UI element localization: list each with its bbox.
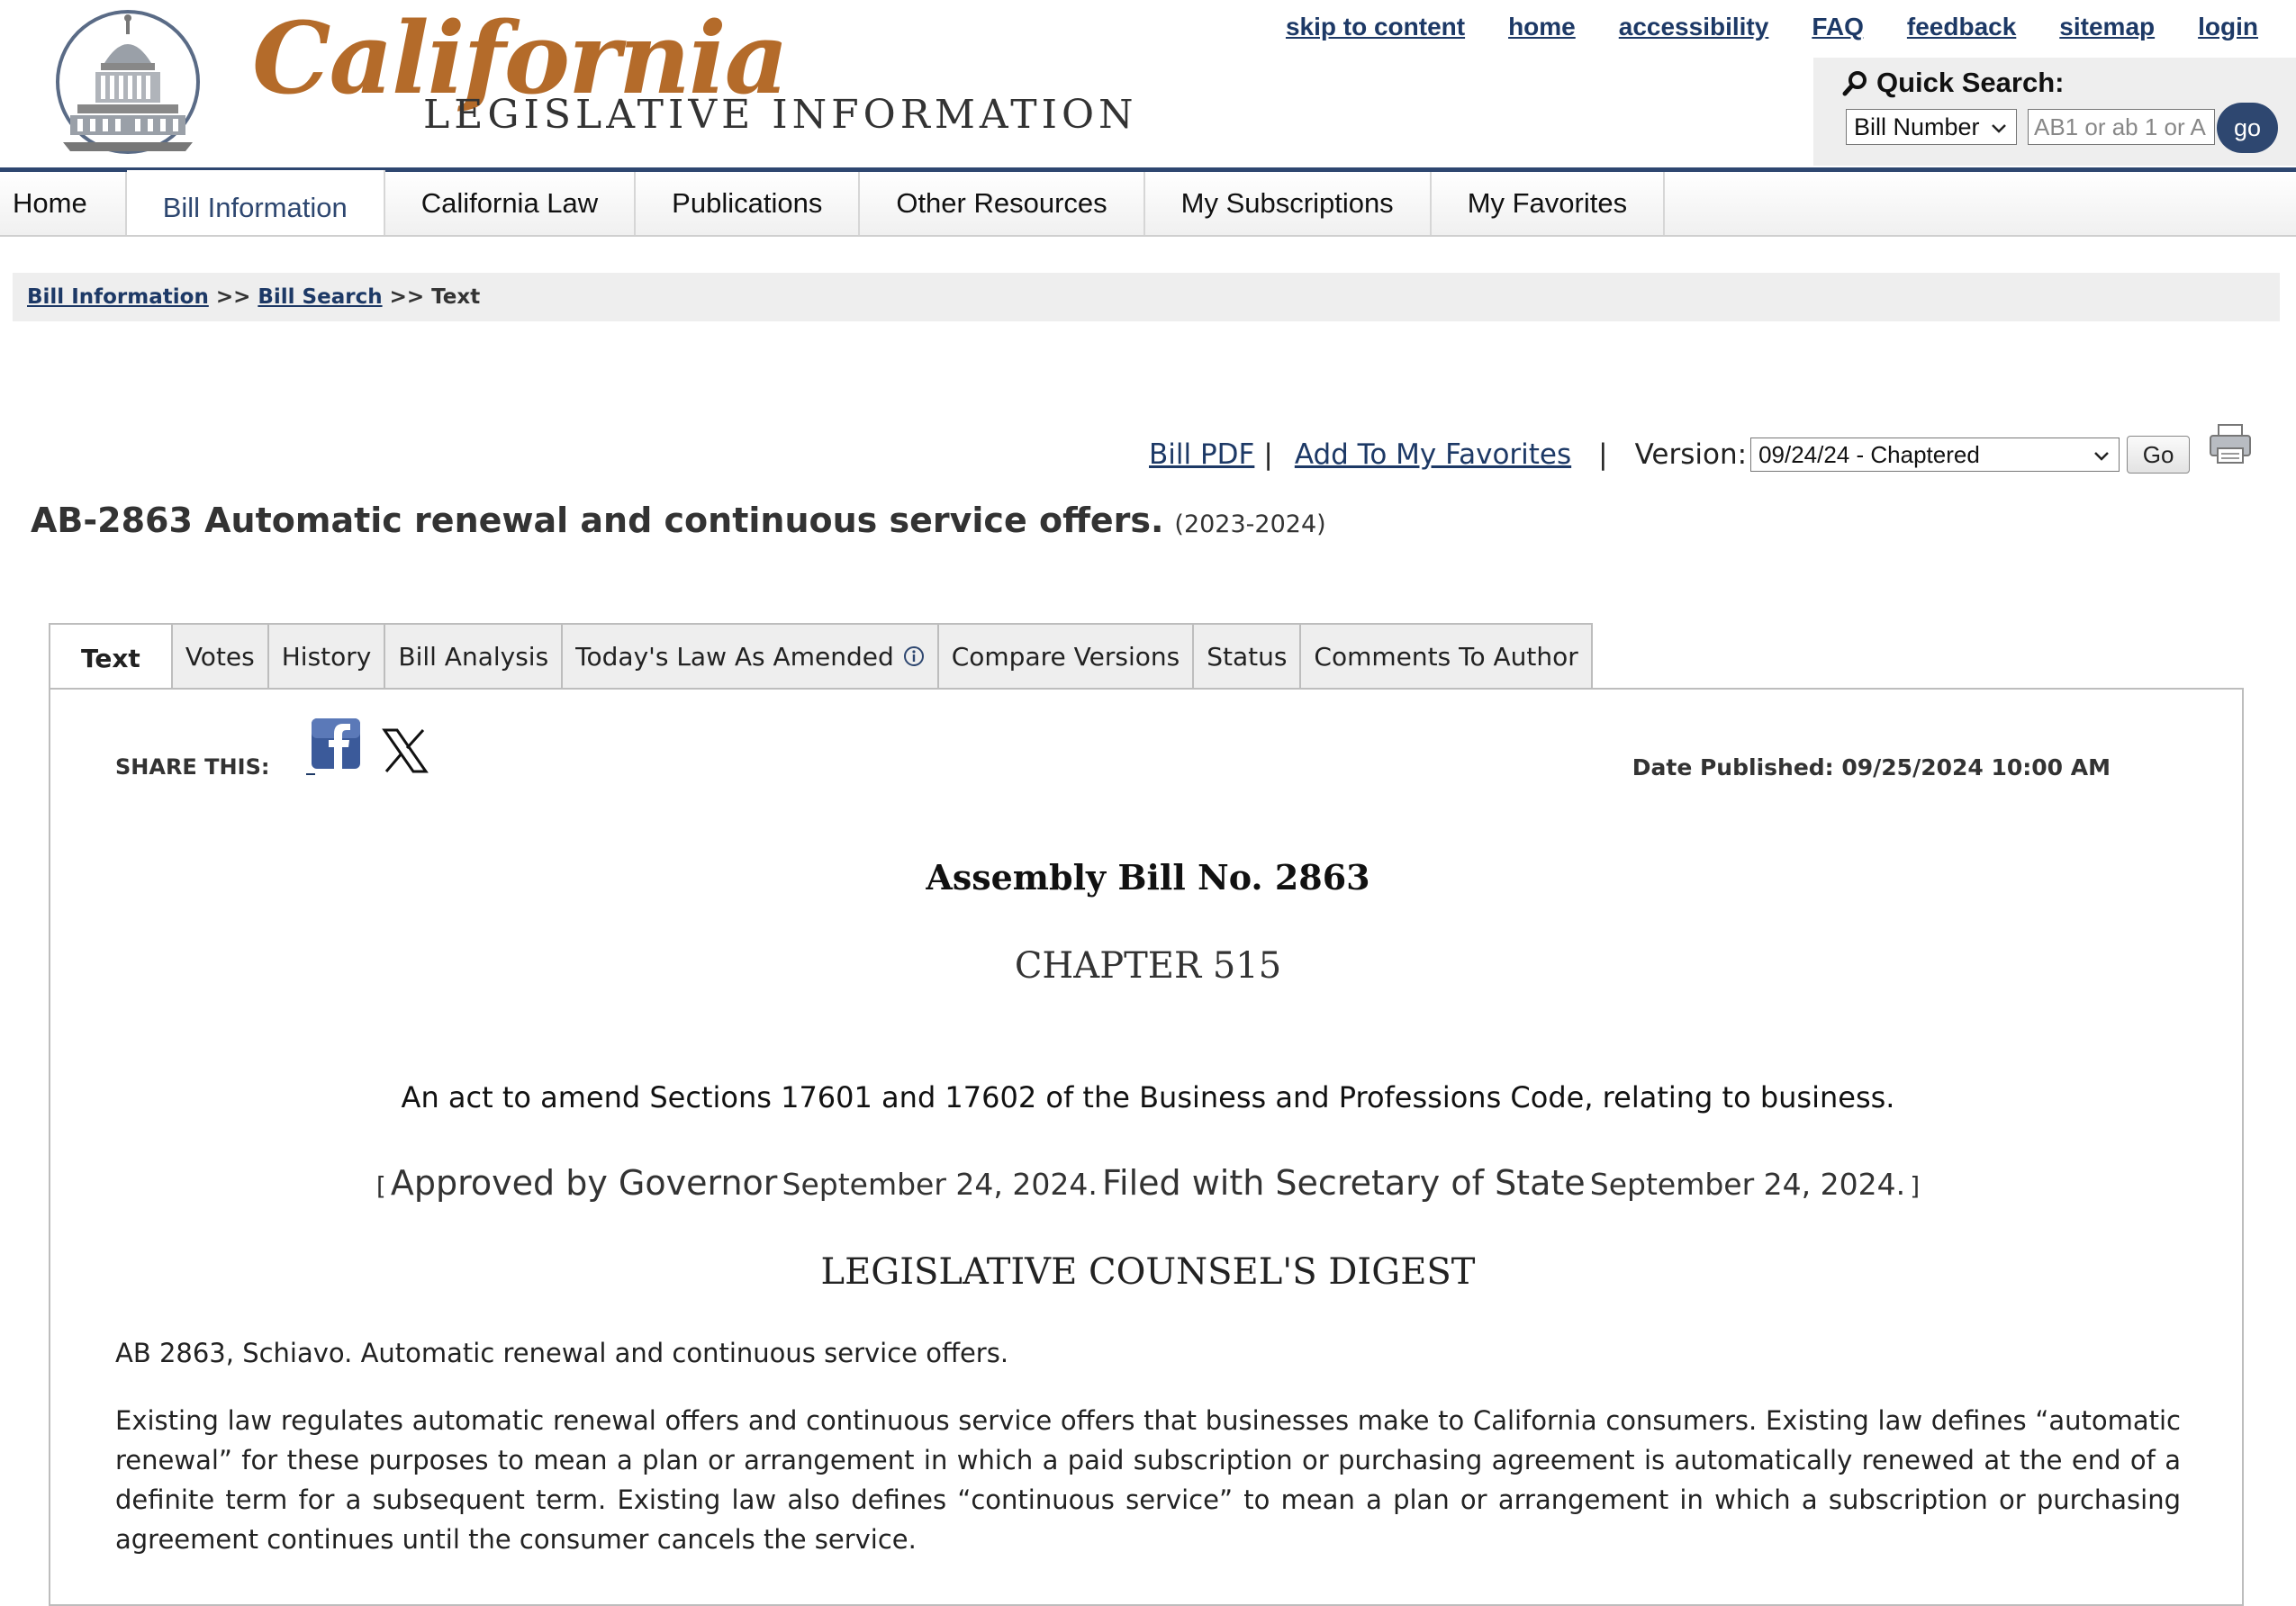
facebook-icon[interactable] bbox=[303, 717, 362, 776]
filed-with-sos-label: Filed with Secretary of State bbox=[1101, 1163, 1586, 1203]
breadcrumb-separator: >> bbox=[389, 285, 425, 309]
quick-search-type-select[interactable] bbox=[1846, 109, 2017, 145]
chevron-down-icon bbox=[1989, 118, 2009, 138]
login-link[interactable]: login bbox=[2198, 13, 2258, 41]
main-nav bbox=[0, 172, 2296, 237]
x-twitter-icon[interactable] bbox=[382, 727, 429, 774]
nav-bill-information[interactable]: Bill Information bbox=[127, 170, 385, 235]
tab-comments-to-author[interactable]: Comments To Author bbox=[1299, 625, 1590, 688]
logo-california-script[interactable]: California bbox=[252, 0, 788, 116]
tab-votes[interactable]: Votes bbox=[171, 625, 267, 688]
bill-tools-row bbox=[1149, 436, 2190, 474]
breadcrumb-bill-search[interactable]: Bill Search bbox=[258, 285, 383, 309]
quick-search-input[interactable]: AB1 or ab 1 or A bbox=[2028, 109, 2215, 145]
act-description: An act to amend Sections 17601 and 17602 of the Business and Professions Code, relating to business. bbox=[401, 1080, 1895, 1114]
approval-line bbox=[50, 1163, 2246, 1203]
chapter-heading: CHAPTER 515 bbox=[1014, 945, 1282, 987]
nav-other-resources[interactable]: Other Resources bbox=[860, 172, 1144, 235]
accessibility-link[interactable]: accessibility bbox=[1618, 13, 1769, 41]
quick-search-panel bbox=[1813, 58, 2296, 166]
bill-title-text: AB-2863 Automatic renewal and continuous service offers. bbox=[31, 501, 1164, 540]
breadcrumb-current: Text bbox=[431, 285, 481, 309]
digest-paragraph: Existing law regulates automatic renewal offers and continuous service offers that businesses make to California consumers. Existing law defines “automatic renewal” for these purposes to mean a plan or arrangement in which a paid subscription or purchasing agreement is automatically renewed at the end of a definite term for a subsequent term. Existing law also defines “continuous service” to mean a plan or arrangement in which a subscription or purchasing agreement continues until the consumer cancels the service. bbox=[115, 1405, 2181, 1555]
breadcrumb bbox=[13, 273, 2280, 321]
version-select[interactable] bbox=[1750, 438, 2120, 472]
quick-search-go-button[interactable]: go bbox=[2217, 103, 2278, 153]
quick-search-title bbox=[1842, 67, 2064, 99]
chevron-down-icon bbox=[2092, 446, 2111, 465]
date-published: Date Published: 09/25/2024 10:00 AM bbox=[1632, 754, 2111, 780]
tools-separator: | bbox=[1598, 438, 1608, 471]
breadcrumb-bill-information[interactable]: Bill Information bbox=[27, 285, 209, 309]
bill-session: (2023-2024) bbox=[1174, 510, 1326, 538]
approved-by-governor-date: September 24, 2024. bbox=[782, 1167, 1098, 1202]
nav-home[interactable]: Home bbox=[0, 172, 127, 235]
tools-separator: | bbox=[1263, 438, 1273, 471]
bill-text-panel bbox=[49, 688, 2244, 1606]
nav-california-law[interactable]: California Law bbox=[385, 172, 636, 235]
bill-pdf-link[interactable]: Bill PDF bbox=[1149, 438, 1255, 471]
feedback-link[interactable]: feedback bbox=[1906, 13, 2017, 41]
quick-search-label: Quick Search: bbox=[1876, 67, 2065, 98]
counsel-digest-heading: LEGISLATIVE COUNSEL'S DIGEST bbox=[820, 1251, 1476, 1293]
approved-by-governor-label: Approved by Governor bbox=[390, 1163, 778, 1203]
tab-todays-law-label: Today's Law As Amended bbox=[575, 641, 894, 672]
bill-number-heading: Assembly Bill No. 2863 bbox=[926, 857, 1370, 898]
digest-summary-line: AB 2863, Schiavo. Automatic renewal and continuous service offers. bbox=[115, 1338, 1009, 1368]
tab-compare-versions[interactable]: Compare Versions bbox=[937, 625, 1192, 688]
site-header bbox=[0, 0, 2296, 172]
sitemap-link[interactable]: sitemap bbox=[2059, 13, 2156, 41]
skip-to-content-link[interactable]: skip to content bbox=[1285, 13, 1466, 41]
tab-todays-law-as-amended[interactable] bbox=[561, 625, 937, 688]
approval-close-bracket: ] bbox=[1910, 1171, 1921, 1201]
approval-open-bracket: [ bbox=[375, 1171, 386, 1201]
quick-search-type-value: Bill Number bbox=[1854, 113, 1980, 140]
version-select-value: 09/24/24 - Chaptered bbox=[1758, 440, 1980, 468]
magnifier-icon bbox=[1842, 69, 1869, 96]
filed-with-sos-date: September 24, 2024. bbox=[1589, 1167, 1906, 1202]
capitol-dome-logo-icon[interactable] bbox=[50, 7, 205, 157]
bill-tabs bbox=[49, 623, 1593, 688]
nav-my-subscriptions[interactable]: My Subscriptions bbox=[1145, 172, 1432, 235]
tab-bill-analysis[interactable]: Bill Analysis bbox=[384, 625, 561, 688]
tab-history[interactable]: History bbox=[267, 625, 384, 688]
nav-my-favorites[interactable]: My Favorites bbox=[1432, 172, 1665, 235]
home-link[interactable]: home bbox=[1508, 13, 1576, 41]
add-to-favorites-link[interactable]: Add To My Favorites bbox=[1294, 438, 1572, 471]
top-utility-links bbox=[1286, 13, 2258, 41]
logo-subtitle[interactable]: LEGISLATIVE INFORMATION bbox=[423, 92, 1138, 138]
nav-publications[interactable]: Publications bbox=[636, 172, 860, 235]
breadcrumb-separator: >> bbox=[215, 285, 251, 309]
tab-text[interactable]: Text bbox=[50, 625, 171, 691]
version-go-button[interactable]: Go bbox=[2127, 436, 2190, 474]
info-icon[interactable] bbox=[903, 645, 925, 667]
faq-link[interactable]: FAQ bbox=[1812, 13, 1864, 41]
page-title bbox=[31, 501, 1326, 540]
share-label: SHARE THIS: bbox=[115, 754, 270, 780]
tab-status[interactable]: Status bbox=[1192, 625, 1299, 688]
version-label: Version: bbox=[1634, 438, 1748, 471]
printer-icon[interactable] bbox=[2208, 423, 2253, 466]
